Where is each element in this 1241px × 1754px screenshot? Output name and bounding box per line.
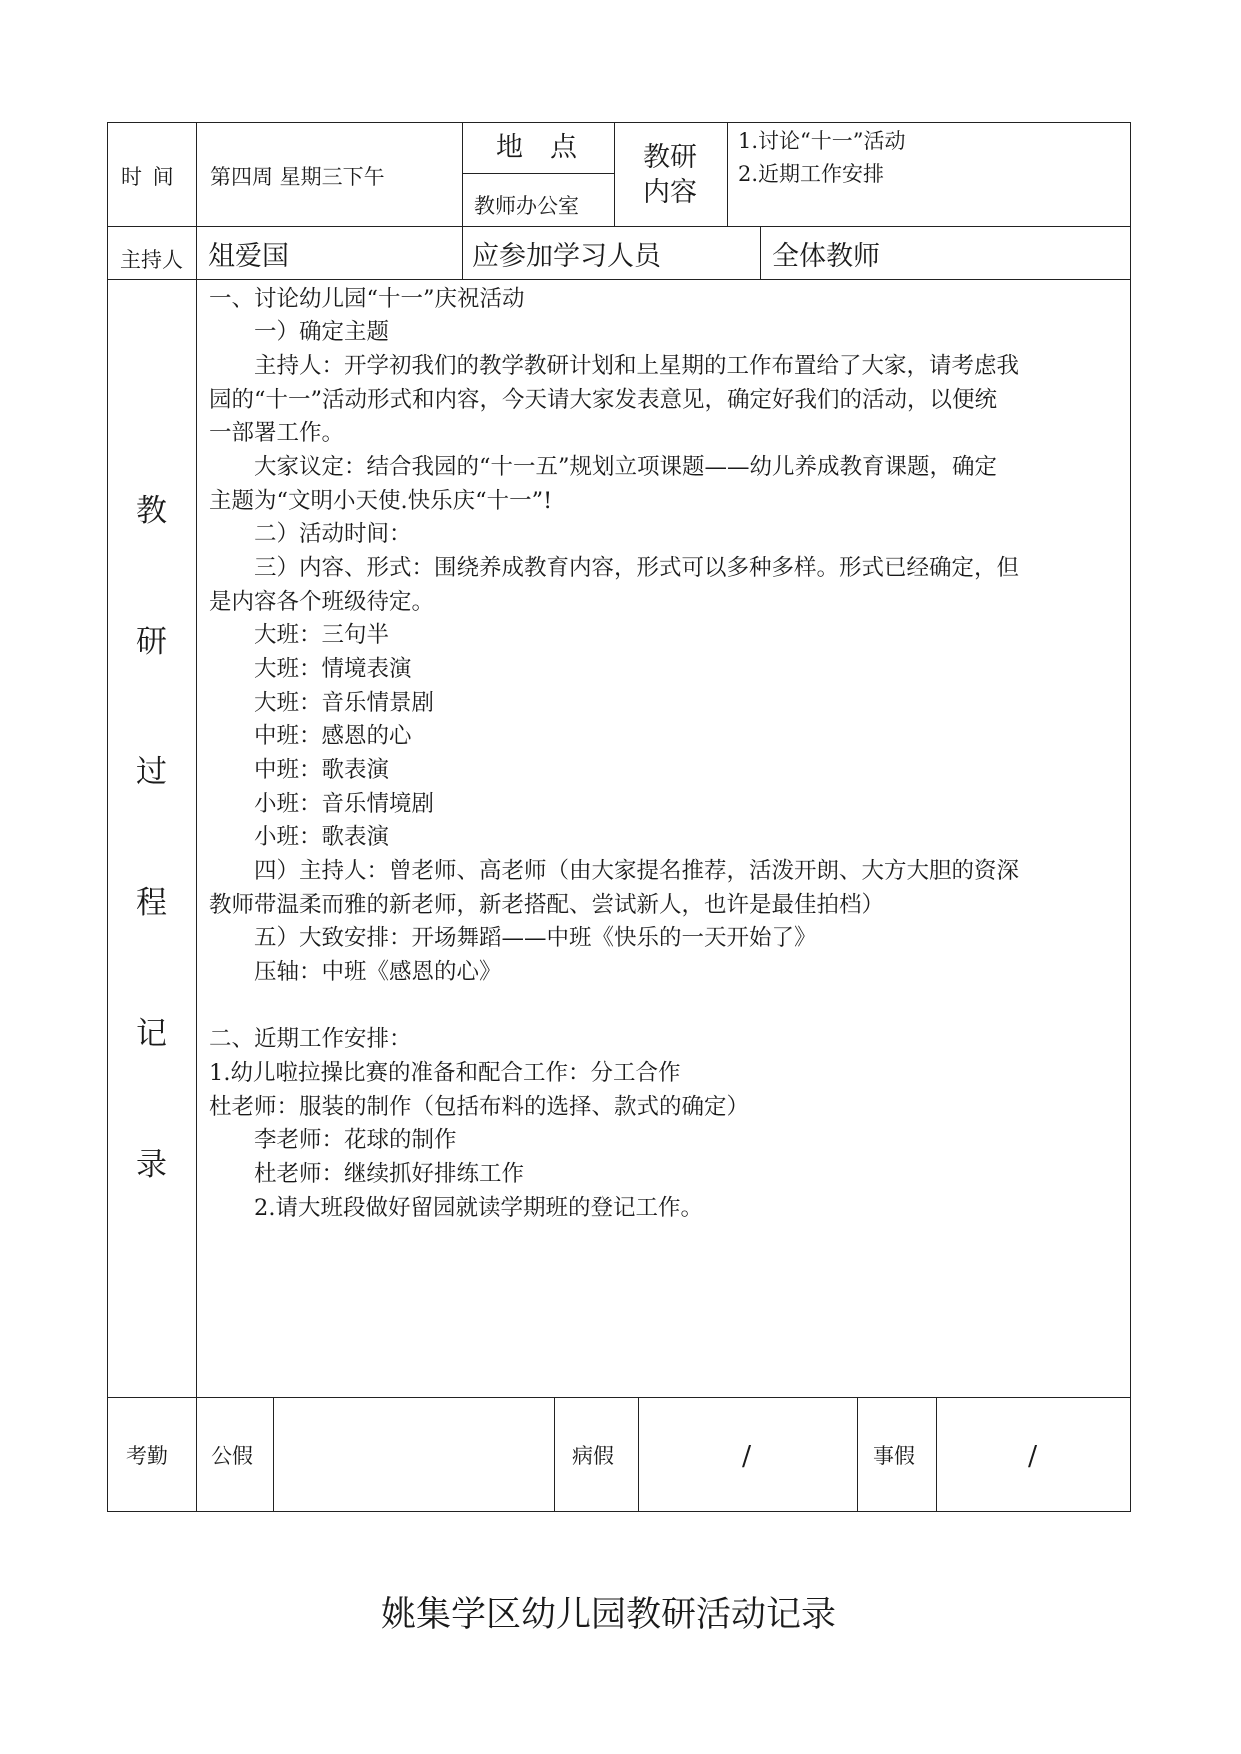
record-line: 大家议定：结合我园的“十一五”规划立项课题——幼儿养成教育课题，确定: [209, 454, 998, 480]
col-divider: [554, 1397, 555, 1512]
record-line: 小班：歌表演: [209, 824, 390, 850]
time-label: 时 间: [121, 165, 176, 189]
col-divider: [614, 122, 615, 227]
host-label: 主持人: [120, 248, 183, 272]
document-title: 姚集学区幼儿园教研活动记录: [381, 1595, 837, 1635]
record-side-char: 程: [136, 885, 167, 921]
record-line: 主题为“文明小天使.快乐庆“十一”!: [209, 488, 553, 514]
record-side-char: 记: [136, 1016, 167, 1052]
content-label: 教研: [643, 142, 697, 173]
record-line: 大班：音乐情景剧: [209, 690, 435, 716]
place-value: 教师办公室: [474, 194, 579, 218]
official-leave-label: 公假: [211, 1444, 253, 1468]
col-divider: [936, 1397, 937, 1512]
col-divider: [727, 122, 728, 227]
record-line: 李老师：花球的制作: [209, 1127, 457, 1153]
record-line: 五）大致安排：开场舞蹈——中班《快乐的一天开始了》: [209, 925, 817, 951]
table-border-right: [1130, 122, 1131, 1512]
place-label: 地 点: [496, 132, 577, 163]
sick-leave-value: /: [742, 1441, 752, 1472]
row-divider: [107, 226, 1130, 227]
record-line: 三）内容、形式：围绕养成教育内容，形式可以多种多样。形式已经确定，但: [209, 555, 1020, 581]
record-line: 中班：歌表演: [209, 757, 390, 783]
record-line: 主持人：开学初我们的教学教研计划和上星期的工作布置给了大家，请考虑我: [209, 353, 1020, 379]
record-line: 大班：三句半: [209, 622, 390, 648]
host-value: 俎爱国: [208, 241, 289, 272]
row-divider: [462, 173, 614, 174]
col-divider: [196, 122, 197, 1512]
row-divider: [107, 279, 1130, 280]
personal-leave-value: /: [1028, 1441, 1038, 1472]
content-item: 1.讨论“十一”活动: [738, 129, 906, 153]
record-line: 二）活动时间：: [209, 521, 412, 547]
time-value: 第四周 星期三下午: [210, 165, 385, 189]
record-line: 一、讨论幼儿园“十一”庆祝活动: [209, 286, 525, 312]
sick-leave-label: 病假: [572, 1444, 614, 1468]
col-divider: [462, 122, 463, 280]
record-side-char: 研: [136, 624, 167, 660]
record-line: 杜老师：继续抓好排练工作: [209, 1161, 525, 1187]
record-line: 教师带温柔而雅的新老师，新老搭配、尝试新人，也许是最佳拍档）: [209, 892, 885, 918]
record-line: 杜老师：服装的制作（包括布料的选择、款式的确定）: [209, 1094, 750, 1120]
record-line: 2.请大班段做好留园就读学期班的登记工作。: [209, 1195, 703, 1221]
record-line: 一部署工作。: [209, 420, 345, 446]
table-border-left: [107, 122, 108, 1512]
col-divider: [273, 1397, 274, 1512]
table-border-bottom: [107, 1511, 1130, 1512]
record-line: 大班：情境表演: [209, 656, 412, 682]
record-line: 四）主持人：曾老师、高老师（由大家提名推荐，活泼开朗、大方大胆的资深: [209, 858, 1020, 884]
col-divider: [760, 226, 761, 280]
content-label: 内容: [643, 177, 697, 208]
attendees-label: 应参加学习人员: [472, 241, 661, 272]
record-side-char: 过: [136, 754, 167, 790]
record-line: 一）确定主题: [209, 319, 390, 345]
record-line: 园的“十一”活动形式和内容，今天请大家发表意见，确定好我们的活动，以便统: [209, 387, 998, 413]
record-side-char: 录: [136, 1147, 167, 1183]
row-divider: [107, 1397, 1130, 1398]
record-line: 小班：音乐情境剧: [209, 791, 435, 817]
record-side-char: 教: [136, 493, 167, 529]
col-divider: [857, 1397, 858, 1512]
table-border-top: [107, 122, 1130, 123]
record-line: 是内容各个班级待定。: [209, 589, 435, 615]
content-item: 2.近期工作安排: [738, 162, 885, 186]
attendees-value: 全体教师: [772, 241, 880, 272]
col-divider: [638, 1397, 639, 1512]
personal-leave-label: 事假: [873, 1444, 915, 1468]
record-line: 压轴：中班《感恩的心》: [209, 959, 502, 985]
attendance-label: 考勤: [126, 1444, 168, 1468]
record-line: 二、近期工作安排：: [209, 1026, 412, 1052]
record-line: 中班：感恩的心: [209, 723, 412, 749]
record-line: 1.幼儿啦拉操比赛的准备和配合工作：分工合作: [209, 1060, 681, 1086]
